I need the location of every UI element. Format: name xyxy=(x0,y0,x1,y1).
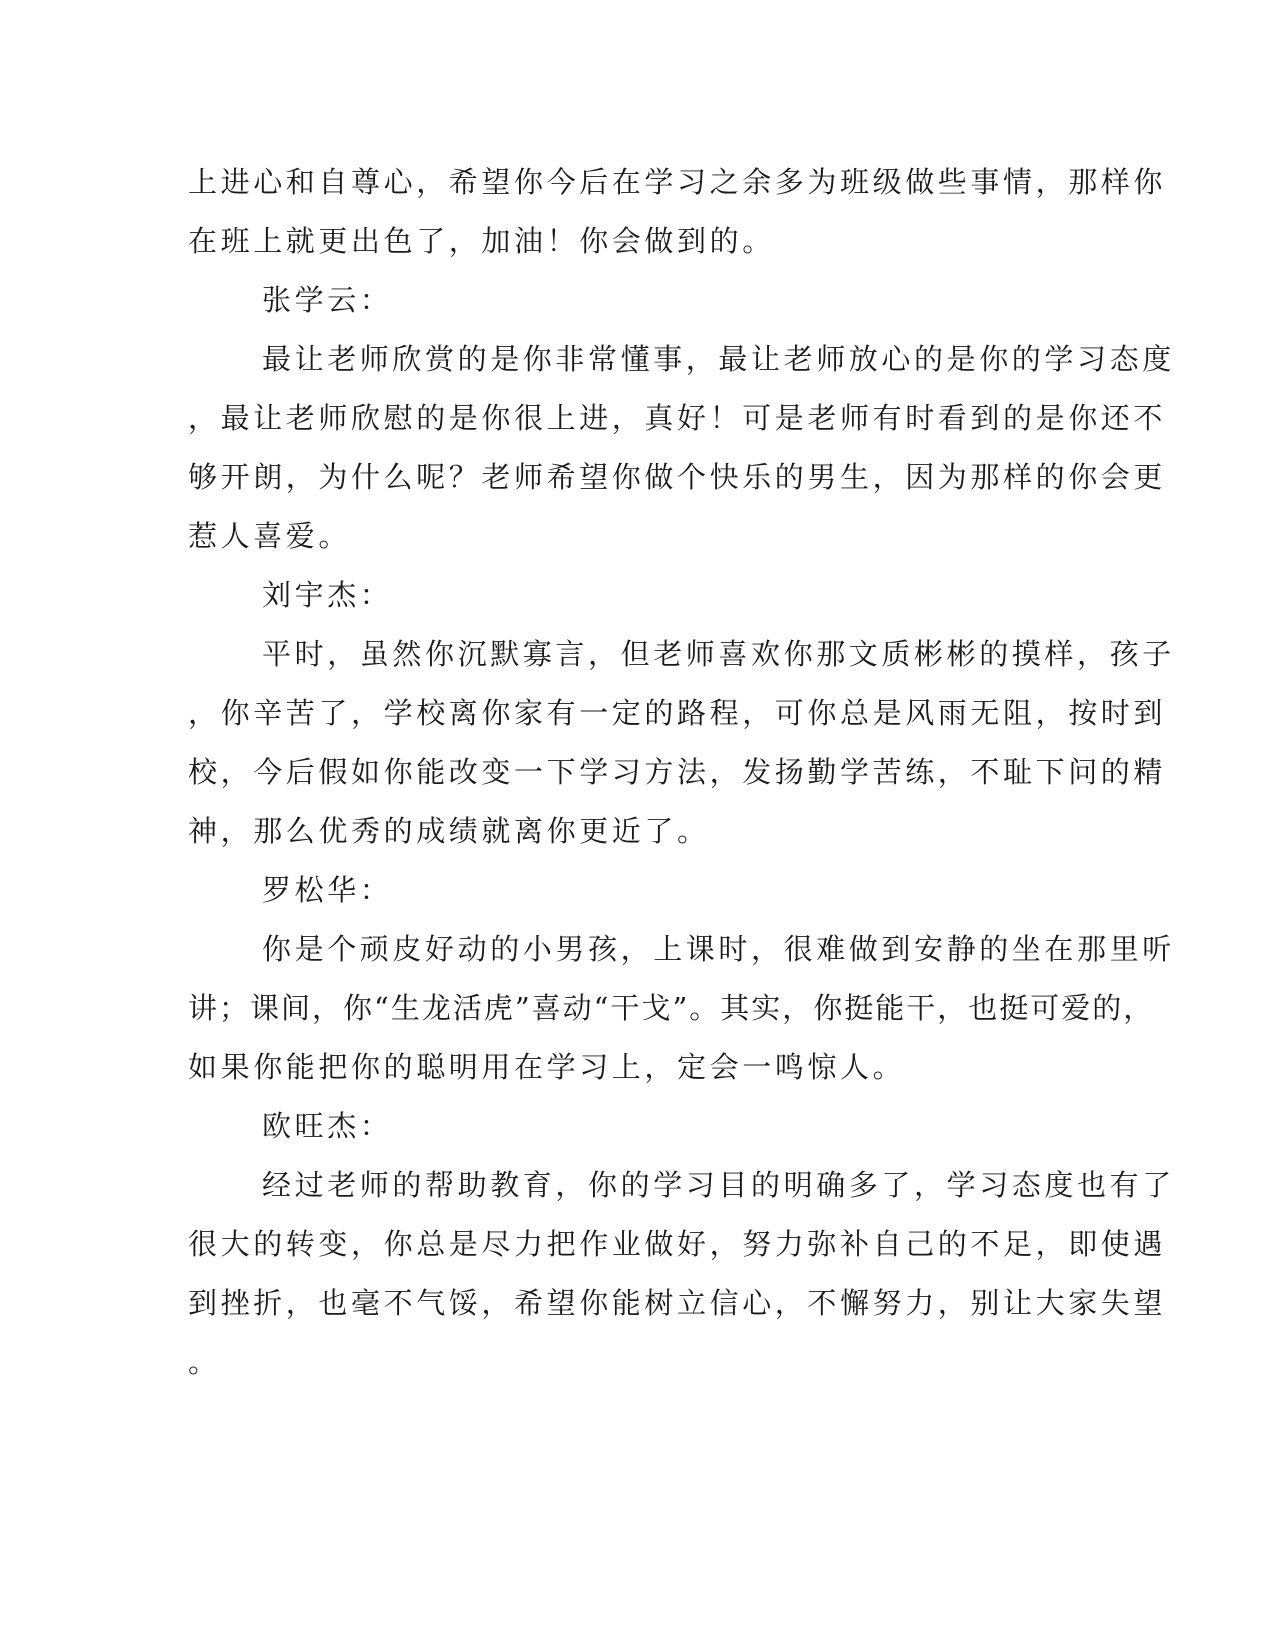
text-line-10: ，你辛苦了，学校离你家有一定的路程，可你总是风雨无阻，按时到 xyxy=(188,696,1167,730)
text-line-20: 到挫折，也毫不气馁，希望你能树立信心，不懈努力，别让大家失望 xyxy=(188,1286,1167,1320)
text-line-16: 如果你能把你的聪明用在学习上，定会一鸣惊人。 xyxy=(188,1050,906,1084)
text-line-6: 够开朗，为什么呢？老师希望你做个快乐的男生，因为那样的你会更 xyxy=(188,460,1167,494)
student-name-luo-songhua: 罗松华： xyxy=(262,873,393,907)
student-name-ou-wangjie: 欧旺杰： xyxy=(262,1109,393,1143)
text-line-14: 你是个顽皮好动的小男孩，上课时，很难做到安静的坐在那里听 xyxy=(262,932,1175,966)
text-line-9: 平时，虽然你沉默寡言，但老师喜欢你那文质彬彬的摸样，孩子 xyxy=(262,637,1175,671)
text-line-7: 惹人喜爱。 xyxy=(188,519,352,553)
text-line-18: 经过老师的帮助教育，你的学习目的明确多了，学习态度也有了 xyxy=(262,1168,1175,1202)
text-line-2: 在班上就更出色了，加油！你会做到的。 xyxy=(188,224,775,258)
text-line-15: 讲；课间，你“生龙活虎”喜动“干戈”。其实，你挺能干，也挺可爱的， xyxy=(188,991,1155,1025)
text-line-5: ，最让老师欣慰的是你很上进，真好！可是老师有时看到的是你还不 xyxy=(188,401,1167,435)
text-line-1: 上进心和自尊心，希望你今后在学习之余多为班级做些事情，那样你 xyxy=(188,165,1167,199)
text-line-4: 最让老师欣赏的是你非常懂事，最让老师放心的是你的学习态度 xyxy=(262,342,1175,376)
text-line-12: 神，那么优秀的成绩就离你更近了。 xyxy=(188,814,710,848)
text-line-19: 很大的转变，你总是尽力把作业做好，努力弥补自己的不足，即使遇 xyxy=(188,1227,1167,1261)
student-name-zhang-xueyun: 张学云： xyxy=(262,283,393,317)
text-line-21: 。 xyxy=(188,1345,221,1379)
student-name-liu-yujie: 刘宇杰： xyxy=(262,578,393,612)
text-line-11: 校，今后假如你能改变一下学习方法，发扬勤学苦练，不耻下问的精 xyxy=(188,755,1167,789)
